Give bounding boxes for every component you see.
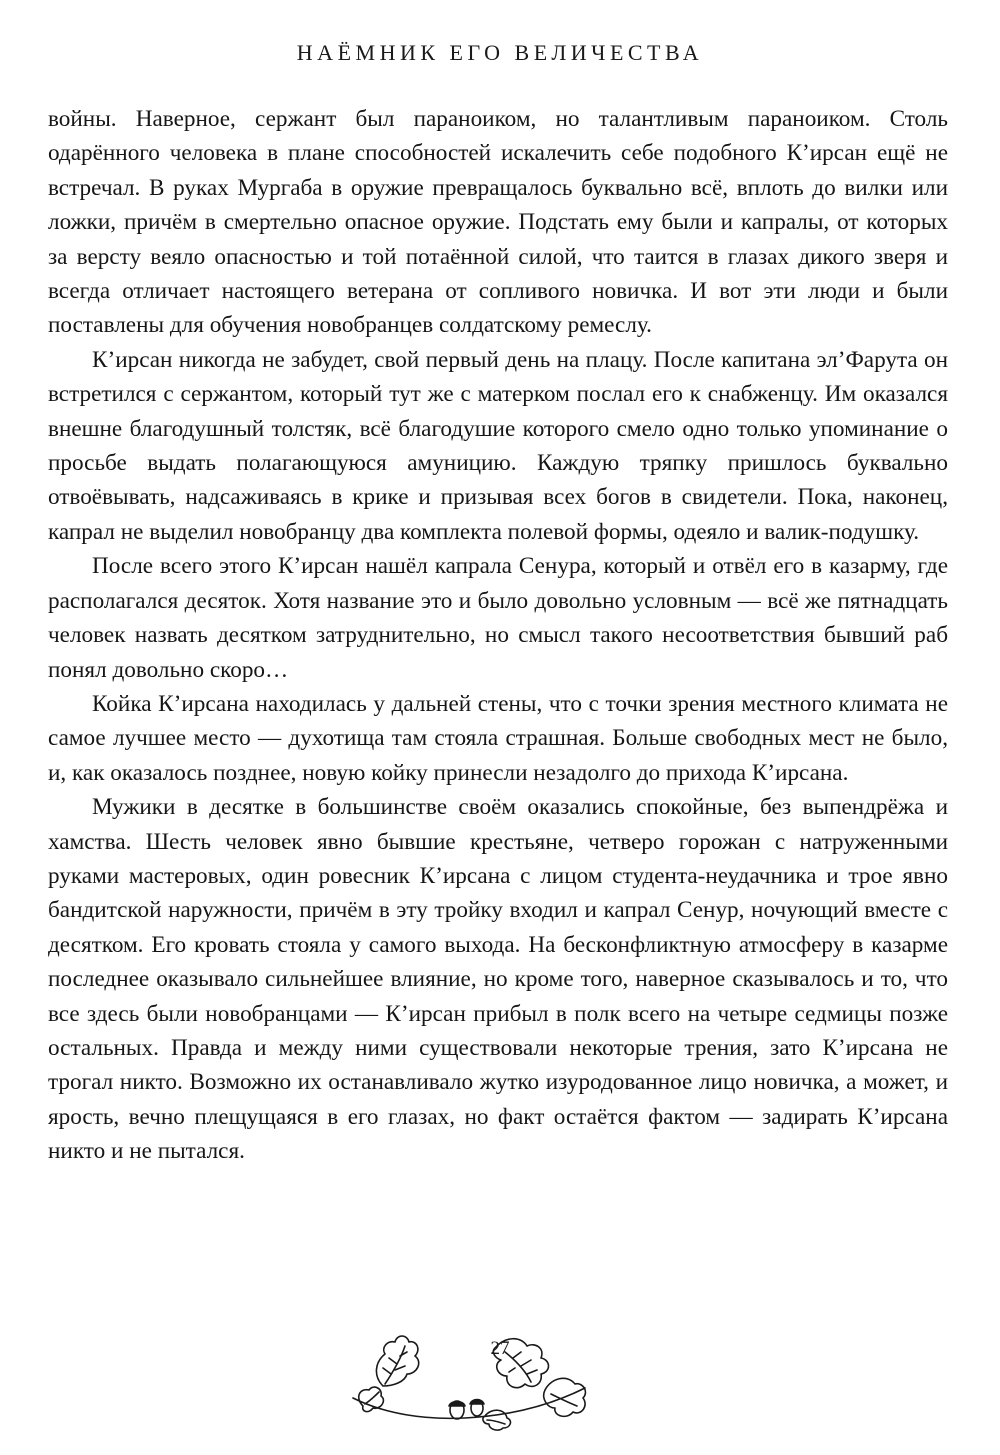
body-text: [48, 102, 948, 1169]
paragraph: Койка К’ирсана находилась у дальней стены, что с точки зрения местного климата не самое лучшее место — духотища там стояла страшная. Больше свободных мест не было, и, как оказалось позднее, новую койку принесли незадолго до прихода К’ирсана.: [48, 690, 948, 786]
paragraph: К’ирсан никогда не забудет, свой первый день на плацу. После капитана эл’Фарута он встретился с сержантом, который тут же с матерком послал его к снабженцу. Им оказался внешне благодушный толстяк, всё благодушие которого смело одно только упоминание о просьбе выдать полагающуюся амуницию. Каждую тряпку пришлось буквально отвоёвывать, надсаживаясь в крике и призывая всех богов в свидетели. Пока, наконец, капрал не выделил новобранцу два комплекта полевой формы, одеяло и валик-подушку.: [48, 346, 948, 545]
page-footer: [0, 1328, 1000, 1438]
page-number: 27: [490, 1338, 510, 1359]
paragraph: войны. Наверное, сержант был параноиком, но талантливым параноиком. Столь одарённого человека в плане способностей искалечить себе подобного К’ирсан ещё не встречал. В руках Мургаба в оружие превращалось буквально всё, вплоть до вилки или ложки, причём в смертельно опасное оружие. Подстать ему были и капралы, от которых за версту веяло опасностью и той потаённой силой, что таится в глазах дикого зверя и всегда отличает настоящего ветерана от сопливого новичка. И вот эти люди и были поставлены для обучения новобранцев солдатскому ремеслу.: [48, 106, 948, 339]
paragraph: После всего этого К’ирсан нашёл капрала Сенура, который и отвёл его в казарму, где располагался десяток. Хотя название это и было довольно условным — всё же пятнадцать человек назвать десятком затруднительно, но смысл такого несоответствия бывший раб понял довольно скоро…: [48, 553, 948, 683]
paragraph: Мужики в десятке в большинстве своём оказались спокойные, без выпендрёжа и хамства. Шесть человек явно бывшие крестьяне, четверо горожан с натруженными руками мастеровых, один ровесник К’ирсана с лицом студента-неудачника и трое явно бандитской наружности, причём в эту тройку входил и капрал Сенур, ночующий вместе с десятком. Его кровать стояла у самого выхода. На бесконфликтную атмосферу в казарме последнее оказывало сильнейшее влияние, но кроме того, наверное сказывалось и то, что все здесь были новобранцами — К’ирсан прибыл в полк всего на четыре седмицы позже остальных. Правда и между ними существовали некоторые трения, зато К’ирсана не трогал никто. Возможно их останавливало жутко изуродованное лицо новичка, а может, и ярость, вечно плещущаяся в его глазах, но факт остаётся фактом — задирать К’ирсана никто и не пытался.: [48, 794, 948, 1165]
running-head: НАЁМНИК ЕГО ВЕЛИЧЕСТВА: [296, 40, 704, 65]
